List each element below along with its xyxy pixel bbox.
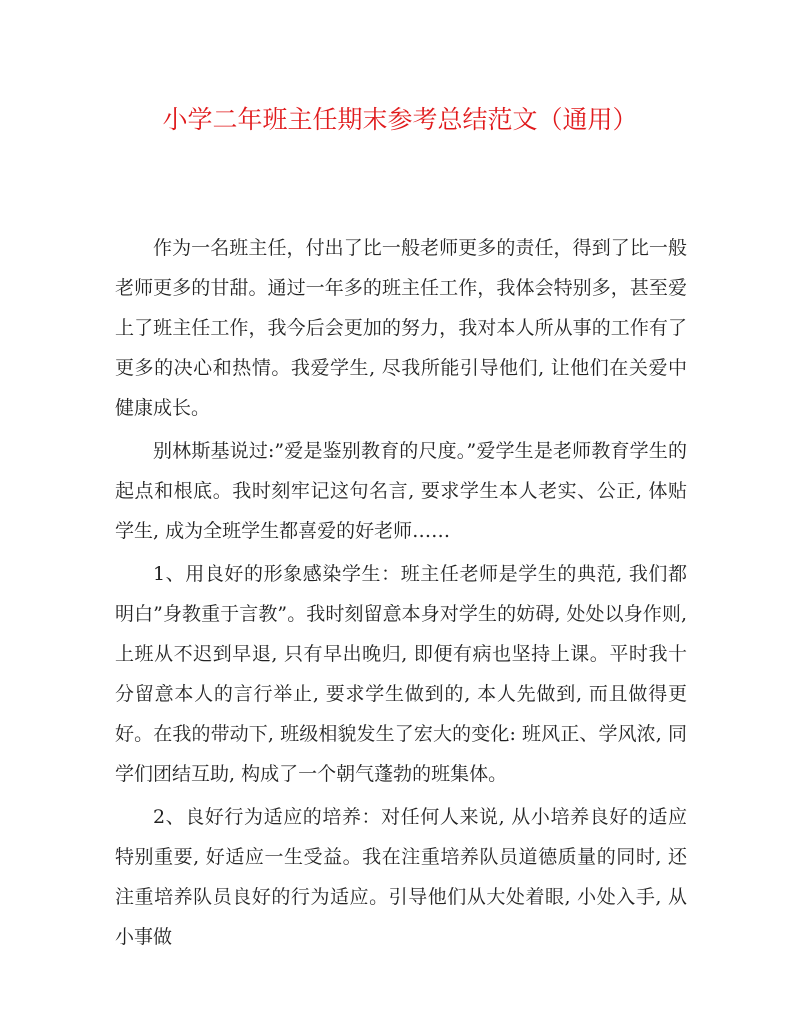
document-title: 小学二年班主任期末参考总结范文（通用） [162, 105, 638, 134]
paragraph-quote: 别林斯基说过:”爱是鉴别教育的尺度。”爱学生是老师教育学生的起点和根底。我时刻牢记这句名言, 要求学生本人老实、公正, 体贴学生, 成为全班学生都喜爱的好老师…… [115, 440, 687, 542]
paragraph-point-2: 2、良好行为适应的培养：对任何人来说, 从小培养良好的适应特别重要, 好适应一生受益。我在注重培养队员道德质量的同时, 还注重培养队员良好的行为适应。引导他们从大处着眼, 小处入手, 从小事做 [115, 806, 687, 948]
document-body [115, 228, 687, 960]
paragraph-point-1: 1、用良好的形象感染学生：班主任老师是学生的典范, 我们都明白”身教重于言教”。我时刻留意本身对学生的妨碍, 处处以身作则, 上班从不迟到早退, 只有早出晚归, 即便有病也坚持上课。平时我十分留意本人的言行举止, 要求学生做到的, 本人先做到, 而且做得更好。在我的带动下, 班级相貌发生了宏大的变化: 班风正、学风浓, 同学们团结互助, 构成了一个朝气蓬勃的班集体。 [115, 563, 687, 785]
paragraph-intro: 作为一名班主任，付出了比一般老师更多的责任，得到了比一般老师更多的甘甜。通过一年多的班主任工作，我体会特别多，甚至爱上了班主任工作，我今后会更加的努力，我对本人所从事的工作有了更多的决心和热情。我爱学生, 尽我所能引导他们, 让他们在关爱中健康成长。 [115, 237, 687, 419]
